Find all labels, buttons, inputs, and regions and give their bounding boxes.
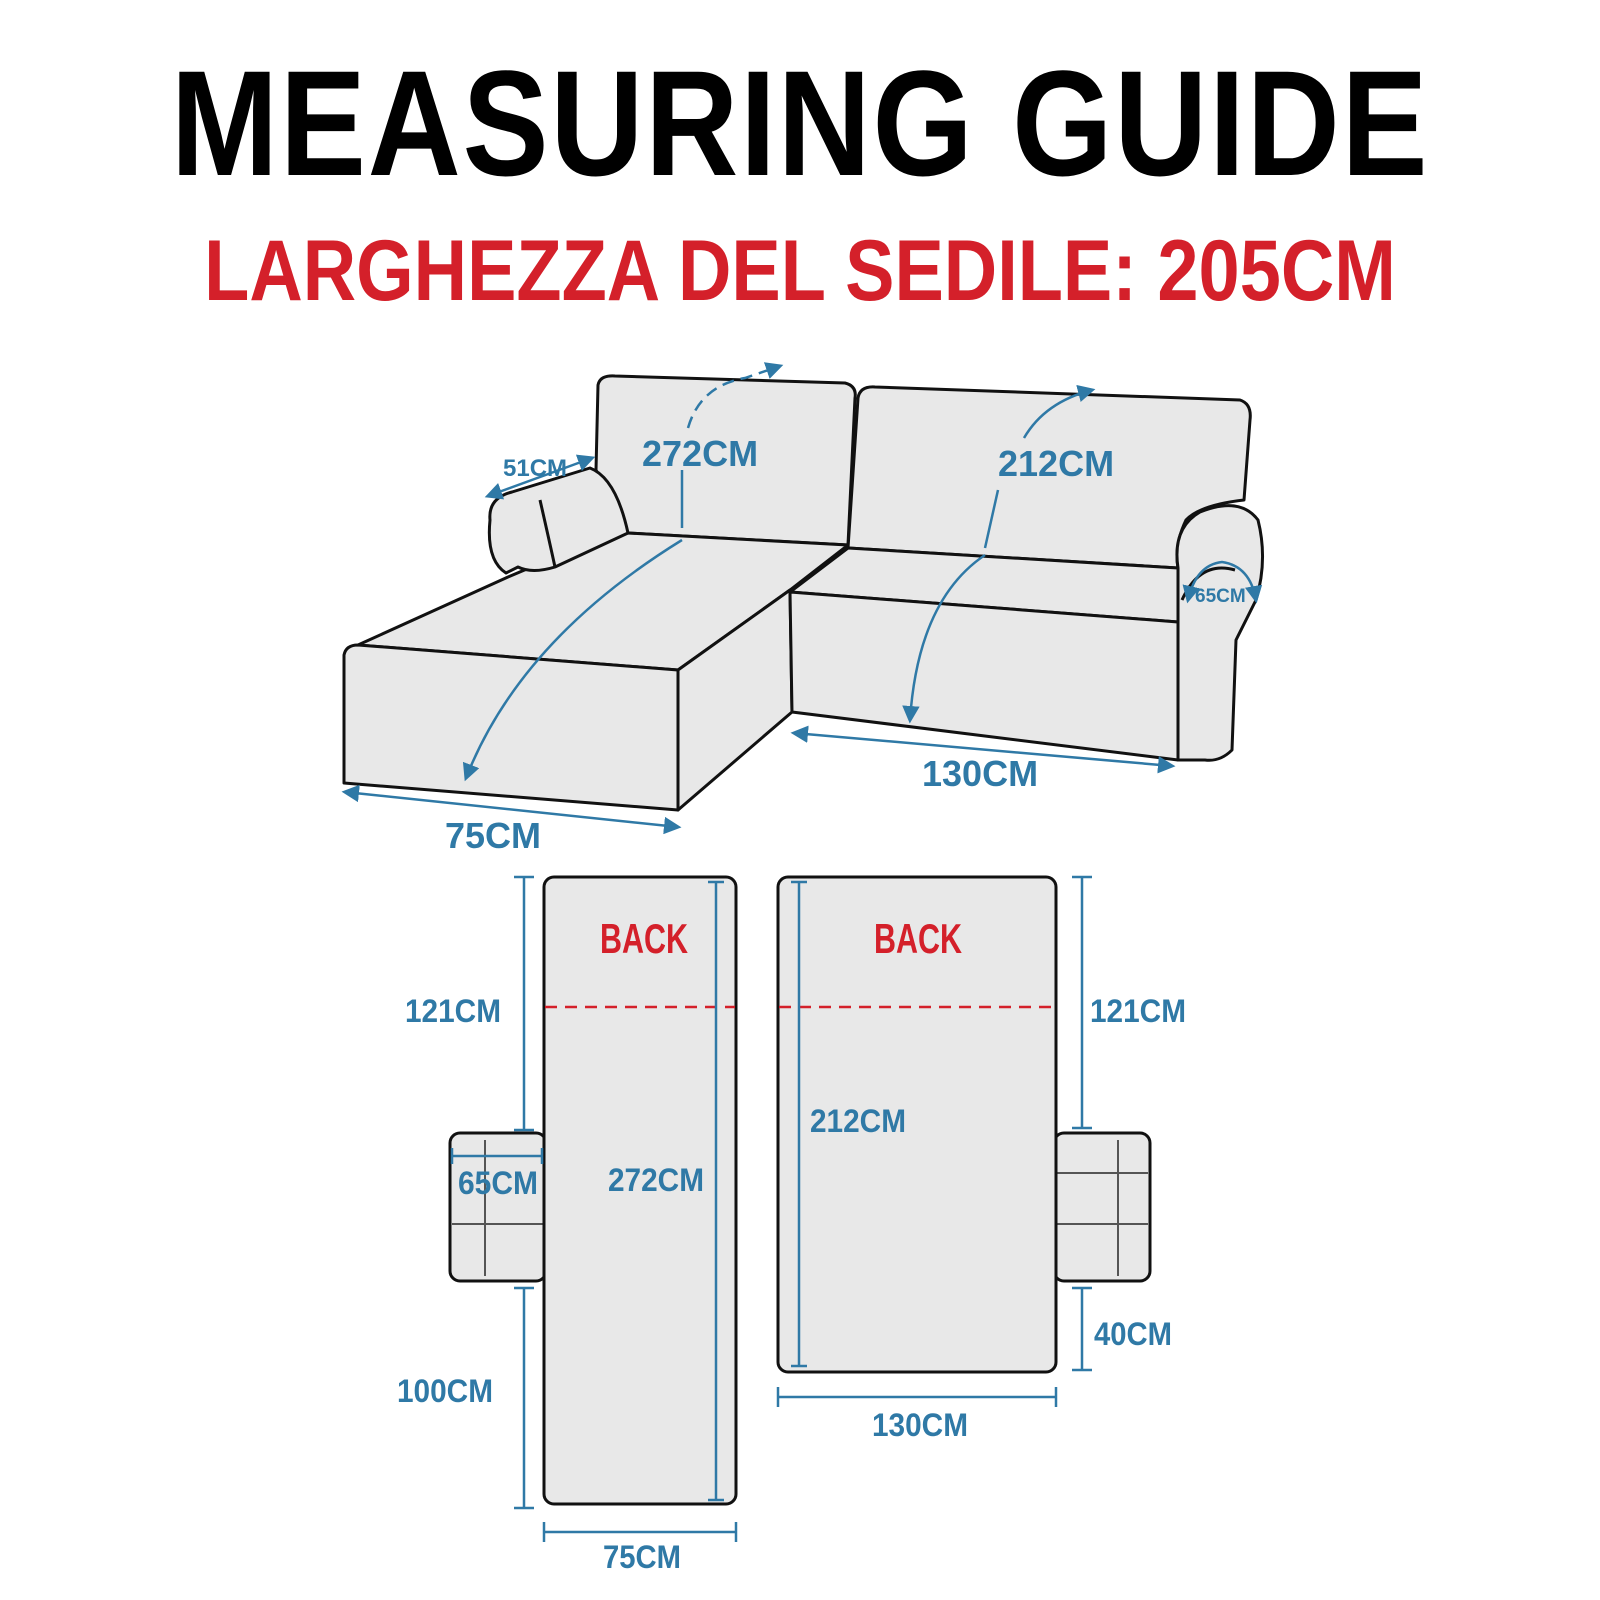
sofa-front-width-label: 130CM bbox=[922, 753, 1039, 794]
right-arm-flap bbox=[1054, 1133, 1150, 1281]
right-bottom-height-label: 40CM bbox=[1094, 1316, 1172, 1352]
sofa-back-length-label: 212CM bbox=[998, 443, 1115, 484]
right-back-label: BACK bbox=[874, 915, 962, 962]
chaise-front bbox=[344, 645, 678, 810]
right-width-label: 130CM bbox=[872, 1407, 968, 1443]
left-bottom-height-label: 100CM bbox=[397, 1373, 493, 1409]
right-arm bbox=[1177, 506, 1263, 761]
arm-depth-label: 65CM bbox=[1195, 586, 1246, 607]
left-arm-label: 65CM bbox=[458, 1165, 538, 1201]
chaise-width-label: 75CM bbox=[445, 815, 542, 856]
left-width-label: 75CM bbox=[603, 1539, 681, 1575]
seat-width-subtitle: LARGHEZZA DEL SEDILE: 205CM bbox=[204, 223, 1396, 319]
arm-width-label: 51CM bbox=[503, 455, 568, 482]
right-back-height-label: 121CM bbox=[1090, 993, 1186, 1029]
right-total-length-label: 212CM bbox=[810, 1103, 906, 1139]
left-back-label: BACK bbox=[600, 915, 688, 962]
left-total-length-label: 272CM bbox=[608, 1162, 704, 1198]
left-back-height-label: 121CM bbox=[405, 993, 501, 1029]
page-title: MEASURING GUIDE bbox=[170, 39, 1430, 207]
chaise-back-length-label: 272CM bbox=[642, 433, 759, 474]
sofa-seat-front bbox=[790, 592, 1178, 760]
